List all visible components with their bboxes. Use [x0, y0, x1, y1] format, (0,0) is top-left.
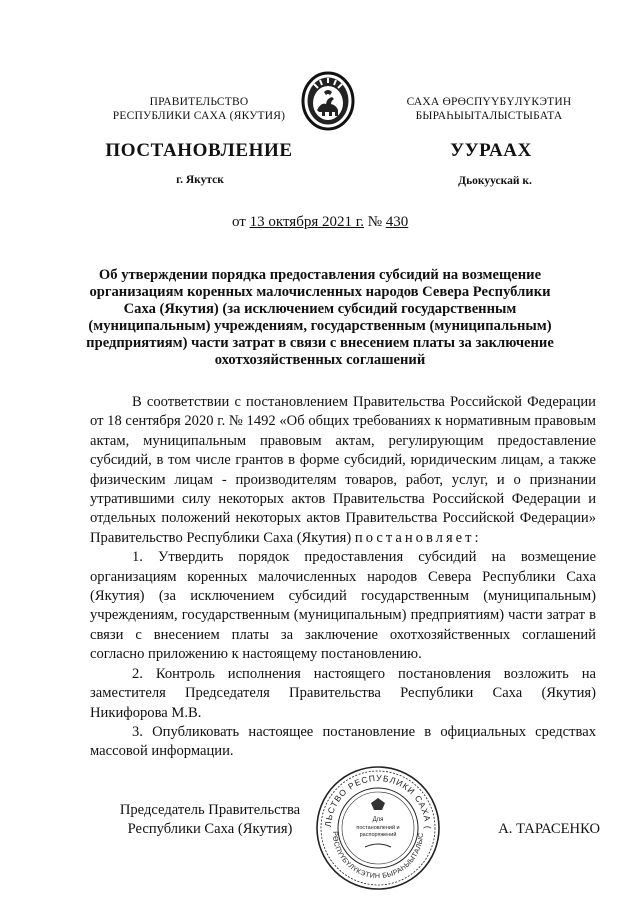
official-seal-icon — [313, 763, 443, 893]
title-line: Саха (Якутия) (за исключением субсидий государственным — [123, 301, 517, 317]
date-line — [232, 214, 472, 231]
header-left-org — [108, 95, 290, 123]
position-line1: Председатель Правительства — [119, 802, 301, 818]
preamble-paragraph — [90, 393, 596, 548]
coat-of-arms-icon — [300, 70, 356, 132]
title-line: (муниципальным) учреждениям, государственным (муниципальным) — [88, 318, 552, 334]
header-left-line1: ПРАВИТЕЛЬСТВО — [149, 96, 249, 108]
header-left-line2: РЕСПУБЛИКИ САХА (ЯКУТИЯ) — [112, 110, 286, 122]
item-1: 1. Утвердить порядок предоставления субсидий на возмещение организациям коренных малочисленных народов Севера Республики Саха (Якутия) (за исключением субсидий государственным (муниципальным) учреждениям, государственным (муниципальным) предприятиям) части затрат в связи с внесением платы за заключение охотхозяйственных соглашений согласно приложению к настоящему постановлению. — [90, 549, 596, 663]
date-prefix: от — [232, 214, 246, 230]
svg-text:постановлений и: постановлений и — [356, 825, 400, 831]
preamble-text: В соответствии с постановлением Правительства Российской Федерации от 18 сентября 2020 г. № 1492 «Об общих требованиях к нормативным правовым актам, муниципальным правовым актам, регулирующим предоставление субсидий, в том числе грантов в форме субсидий, юридическим лицам, а также физическим лицам - производителям товаров, работ, услуг, и о признании утратившими силу некоторых актов Правительства Российской Федерации и отдельных положений некоторых актов Правительства Российской Федерации» Правительство Республики Саха (Якутия) — [90, 394, 596, 546]
doc-type-yakut: УУРААХ — [450, 140, 532, 161]
document-number: 430 — [385, 214, 409, 230]
position-line2: Республики Саха (Якутия) — [127, 821, 293, 837]
city-russian: г. Якутск — [176, 174, 224, 186]
svg-text:Для: Для — [372, 817, 384, 823]
header-right-org — [378, 95, 600, 123]
svg-text:ПРАВИТЕЛЬСТВО РЕСПУБЛИКИ САХА: ЛЬСТВО РЕСПУБЛИКИ САХА ( — [322, 772, 434, 830]
signatory-name: А. ТАРАСЕНКО — [498, 821, 600, 837]
item-2: 2. Контроль исполнения настоящего постановления возложить на заместителя Председателя Правительства Республики Саха (Якутия) Никифорова М.В. — [90, 665, 596, 721]
doc-type-russian: ПОСТАНОВЛЕНИЕ — [105, 140, 293, 161]
item-3: 3. Опубликовать настоящее постановление в официальных средствах массовой информации. — [90, 723, 596, 760]
svg-text:распоряжений: распоряжений — [359, 832, 397, 838]
title-line: охотхозяйственных соглашений — [214, 352, 426, 368]
title-line: Об утверждении порядка предоставления субсидий на возмещение — [98, 267, 542, 283]
header-right-line1: САХА ӨРӨСПҮҮБҮЛҮКЭТИН — [406, 96, 572, 108]
title-line: организациям коренных малочисленных народов Севера Республики — [89, 284, 551, 300]
signatory-position — [95, 801, 325, 839]
header-right-line2: БЫРАҺЫЫТАЛЫСТЫБАТА — [415, 110, 563, 122]
city-yakut: Дьокуускай к. — [458, 175, 532, 187]
title-line: предприятиям) части затрат в связи с внесением платы за заключение — [86, 335, 554, 351]
number-sign: № — [367, 214, 383, 230]
document-body — [90, 393, 596, 762]
decree-word: постановляет: — [354, 529, 482, 546]
document-title — [70, 267, 570, 369]
document-date: 13 октября 2021 г. — [249, 214, 364, 230]
svg-text:САХА ӨРӨСПҮҮБҮЛҮКЭТИН БЫРАҺЫЫТ: РӨСПҮҮБҮЛҮКЭТИН БЫРАҺЫЫТАЛЫС — [330, 831, 426, 881]
